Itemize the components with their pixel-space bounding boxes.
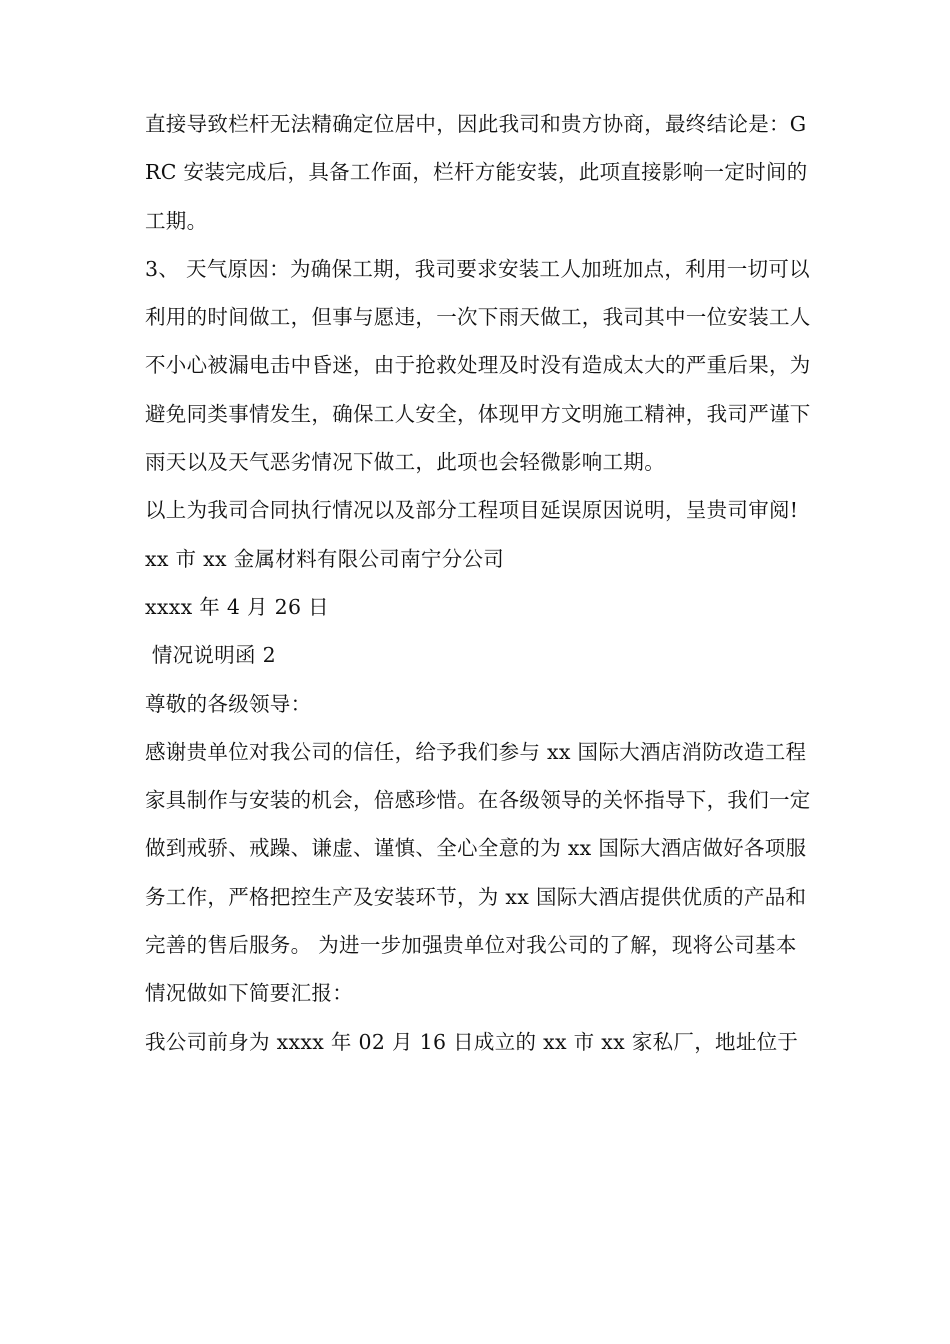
paragraph-conclusion: 以上为我司合同执行情况以及部分工程项目延误原因说明，呈贵司审阅! [145,498,799,523]
salutation: 尊敬的各级领导： [145,691,312,716]
paragraph-company-history: 我公司前身为 xxxx 年 02 月 16 日成立的 xx 市 xx 家私厂，地址位于 [145,1029,799,1054]
section-title: 情况说明函 2 [145,643,276,668]
signature-date: xxxx 年 4 月 26 日 [145,594,329,619]
paragraph-weather-reason: 3、 天气原因：为确保工期，我司要求安装工人加班加点，利用一切可以利用的时间做工，但事与愿违，一次下雨天做工，我司其中一位安装工人不小心被漏电击中昏迷，由于抢救处理及时没有造成太大的严重后果，为避免同类事情发生，确保工人安全，体现甲方文明施工精神，我司严谨下雨天以及天气恶劣情况下做工，此项也会轻微影响工期。 [145,256,811,475]
paragraph-railing-delay: 直接导致栏杆无法精确定位居中，因此我司和贵方协商，最终结论是：GRC 安装完成后，具备工作面，栏杆方能安装，此项直接影响一定时间的工期。 [145,112,808,233]
signature-company: xx 市 xx 金属材料有限公司南宁分公司 [145,546,505,571]
document-body [145,100,815,1066]
paragraph-thanks: 感谢贵单位对我公司的信任，给予我们参与 xx 国际大酒店消防改造工程家具制作与安装的机会，倍感珍惜。在各级领导的关怀指导下，我们一定做到戒骄、戒躁、谦虚、谨慎、全心全意的为 xx 国际大酒店做好各项服务工作，严格把控生产及安装环节，为 xx 国际大酒店提供优质的产品和完善的售后服务。 为进一步加强贵单位对我公司的了解，现将公司基本情况做如下简要汇报： [145,739,811,1006]
